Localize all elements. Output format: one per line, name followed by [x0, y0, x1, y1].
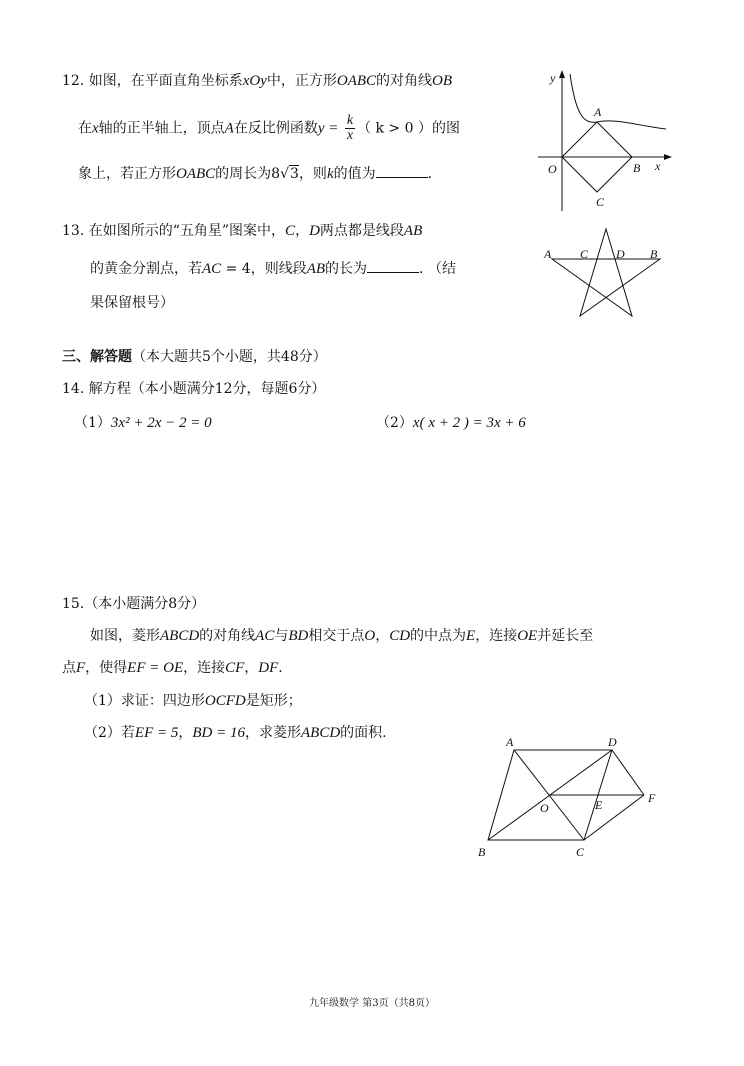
q13-text: ， [295, 223, 310, 239]
q15-text: 点 [62, 660, 76, 676]
q12-var-y: y = [317, 120, 339, 137]
q12-radicand: 3 [290, 166, 299, 182]
q15-title: 15.（本小题满分8分） [62, 596, 206, 612]
q15-var: DF [258, 660, 279, 676]
q15-text: 是矩形； [245, 693, 302, 709]
q15-text: （1）求证：四边形 [84, 693, 205, 709]
q13-text: 两点都是线段 [319, 223, 404, 239]
q12-text: 在 [78, 120, 92, 137]
q15-text: ， [244, 660, 259, 676]
section-title [62, 346, 327, 366]
q15-text: 相交于点 [308, 628, 365, 644]
q15-var: ABCD [160, 628, 200, 644]
q13-line1 [62, 220, 422, 240]
q12-text: 的值为 [333, 166, 376, 182]
q12-var-oabc: OABC [176, 166, 216, 182]
q15-text: ，连接 [475, 628, 518, 644]
segment-df [612, 750, 644, 795]
q14-part2-equation: x( x + 2 ) = 3x + 6 [412, 415, 526, 431]
label-o: O [540, 801, 549, 815]
q12-text: 轴的正半轴上，顶点 [98, 120, 225, 137]
label-f: F [648, 791, 656, 805]
hyperbola-curve [570, 74, 666, 129]
label-c: C [576, 845, 585, 859]
q15-text: 与 [274, 628, 289, 644]
label-y: y [550, 71, 556, 85]
label-d: D [608, 735, 617, 749]
fraction-numerator: k [346, 113, 354, 128]
q13-text: 果保留根号） [90, 295, 174, 311]
q12-var-a: A [224, 120, 234, 137]
q13-var-ab: AB [306, 261, 326, 277]
q13-var-c: C [285, 223, 296, 239]
star-shape [552, 229, 660, 316]
q15-text: 并延长至 [537, 628, 594, 644]
fraction-denominator: x [346, 128, 354, 143]
q12-line1 [62, 70, 452, 90]
q15-part1 [84, 690, 302, 710]
q12-text: 的图 [431, 120, 460, 137]
q13-text: 在如图所示的“五角星”图案中， [88, 223, 286, 239]
q12-var-ob: OB [432, 73, 453, 89]
q15-var: CD [389, 628, 411, 644]
q15-var: F [76, 660, 86, 676]
q12-var-k: k [326, 166, 334, 182]
label-c: C [580, 247, 589, 261]
q15-var: CF [225, 660, 245, 676]
q12-fraction [345, 114, 355, 143]
q12-var-oabc: OABC [336, 73, 377, 89]
answer-blank [367, 260, 419, 273]
q15-var: AC [255, 628, 275, 644]
q15-text: ，连接 [183, 660, 226, 676]
x-axis-arrow-icon [664, 154, 672, 160]
label-b: B [633, 161, 641, 175]
q15-text: . [278, 660, 283, 676]
q12-text: 如图，在平面直角坐标系 [88, 73, 243, 89]
label-a: A [594, 105, 602, 119]
q12-coefficient: 8 [271, 166, 281, 182]
q12-text: 在反比例函数 [233, 120, 318, 137]
q12-line3: 象上，若正方形OABC的周长为8√3，则k的值为 . [78, 166, 433, 182]
q15-var: BD [288, 628, 309, 644]
y-axis-arrow-icon [559, 70, 565, 78]
q12-line2 [78, 114, 460, 143]
q12-var-x: x [92, 120, 99, 137]
q15-var: EF = OE [127, 660, 184, 676]
q12-text: 中，正方形 [266, 73, 337, 89]
q13-value: = 4 [225, 261, 251, 277]
q13-number: 13. [62, 223, 85, 239]
q15-var: ABCD [301, 725, 341, 741]
q15-line1 [90, 625, 593, 645]
q12-text: 的对角线 [376, 73, 433, 89]
q15-text: （2）若 [84, 725, 135, 741]
label-b: B [650, 247, 658, 261]
q12-text: 象上，若正方形 [78, 166, 176, 182]
label-b: B [478, 845, 486, 859]
label-d: D [616, 247, 625, 261]
q13-line3 [90, 292, 174, 312]
q14-part1-label: （1） [74, 415, 111, 431]
q15-var: E [466, 628, 476, 644]
q15-text: 的对角线 [199, 628, 256, 644]
segment-cf [584, 795, 644, 840]
q13-text: 的长为 [325, 261, 368, 277]
q15-var: O [364, 628, 376, 644]
page-footer: 九年级数学 第3页（共8页） [309, 998, 435, 1009]
q15-text: ， [178, 725, 193, 741]
label-e: E [595, 798, 603, 812]
q15-var: OE [517, 628, 538, 644]
q13-line2 [90, 258, 456, 278]
q15-text: 如图，菱形 [90, 628, 160, 644]
q13-text: 的黄金分割点，若 [90, 261, 202, 277]
q15-text: ， [375, 628, 390, 644]
q14-part1-equation: 3x² + 2x − 2 = 0 [110, 415, 212, 431]
label-c: C [596, 195, 605, 209]
q15-figure [472, 732, 672, 864]
q12-text: 的周长为 [215, 166, 272, 182]
q14-part1 [74, 412, 212, 432]
q15-line2 [62, 657, 283, 677]
q12-number: 12. [62, 73, 85, 89]
q14-title: 14. 解方程（本小题满分12分，每题6分） [62, 381, 326, 397]
q13-var-ab: AB [403, 223, 423, 239]
section-heading: 三、解答题 [62, 349, 132, 365]
q13-figure [540, 226, 670, 322]
q15-var: BD = 16 [192, 725, 245, 741]
q15-var: EF = 5 [134, 725, 179, 741]
q13-var-d: D [309, 223, 320, 239]
q15-text: ，求菱形 [245, 725, 301, 741]
q12-text: . [427, 166, 433, 182]
label-a: A [506, 735, 514, 749]
q13-text: . （结 [419, 261, 456, 277]
q13-var-ac: AC [202, 261, 222, 277]
q14-part2 [376, 412, 526, 432]
q15-part2 [84, 722, 387, 742]
label-o: O [548, 162, 557, 176]
q15-text: ，使得 [85, 660, 128, 676]
q12-text: ，则 [298, 166, 327, 182]
q13-text: ，则线段 [250, 261, 307, 277]
q14-part2-label: （2） [376, 415, 413, 431]
label-a: A [544, 247, 552, 261]
q15-text: 的中点为 [410, 628, 467, 644]
q12-figure [530, 66, 680, 216]
answer-blank [376, 165, 428, 178]
section-note: （本大题共5个小题，共48分） [132, 349, 327, 365]
q12-var-xoy: xOy [242, 73, 267, 89]
q12-condition: （ k > 0 ） [357, 120, 432, 137]
label-x: x [655, 159, 661, 173]
q15-var: OCFD [204, 693, 246, 709]
q15-text: 的面积. [340, 725, 387, 741]
